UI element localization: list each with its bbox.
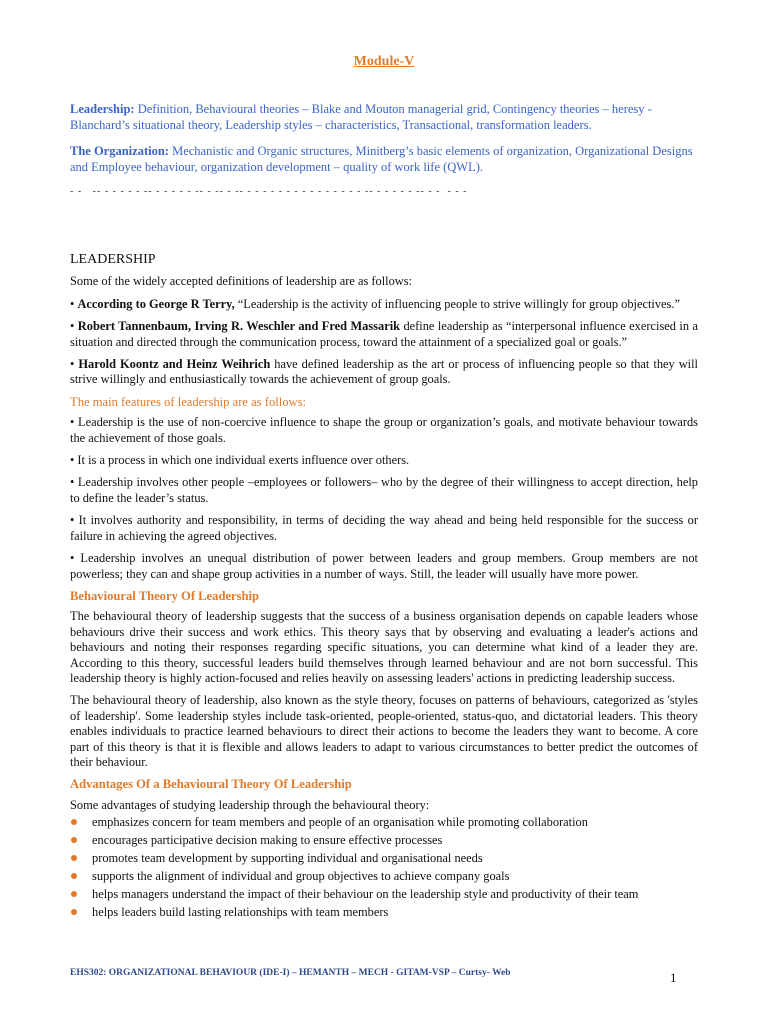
definition-tannenbaum: • Robert Tannenbaum, Irving R. Weschler and Fred Massarik define leadership as “interpersonal influence exercised in a situation and directed through the communication process, toward the attainment of a specialized goal or goals.” [70,319,698,349]
behavioural-paragraph-2: The behavioural theory of leadership, also known as the style theory, focuses on patterns of behaviours, categorized as 'styles of leadership'. Some leadership styles include task-oriented, people-oriented, status-quo, and dictatorial leaders. This theory enables individuals to practice learned behaviours to direct their actions to become the leaders they want to become. A core part of this theory is that it is flexible and allows leaders to adapt to various circumstances to better predict the outcomes of their behaviour. [70,693,698,769]
features-heading: The main features of leadership are as follows: [70,394,307,409]
definition-koontz-name: Harold Koontz and Heinz Weihrich [78,357,271,372]
feature-item: • Leadership is the use of non-coercive influence to shape the group or organization’s goals, and motivate behaviour towards the achievement of those goals. [70,415,698,445]
module-title: Module-V [353,54,415,69]
advantages-heading: Advantages Of a Behavioural Theory Of Leadership [70,777,352,792]
definition-terry: • According to George R Terry, “Leadership is the activity of influencing people to strive willingly for group objectives.” [70,296,680,311]
syllabus-organization [70,143,698,175]
feature-item: • Leadership involves other people –employees or followers– who by the degree of their willingness to accept direction, help to define the leader’s status. [70,475,698,505]
page-number: 1 [670,970,677,985]
advantage-item: helps leaders build lasting relationships with team members [70,903,698,921]
section-heading-leadership: LEADERSHIP [70,252,156,267]
definition-terry-text: “Leadership is the activity of influencing people to strive willingly for group objectives.” [234,296,680,311]
advantages-intro: Some advantages of studying leadership through the behavioural theory: [70,797,430,812]
definition-tannenbaum-text: define leadership as “interpersonal influence exercised in a situation and directed through the communication process, toward the attainment of a specialized goal or goals.” [70,319,698,349]
page-footer: EHS302: ORGANIZATIONAL BEHAVIOUR (IDE-I) – HEMANTH – MECH - GITAM-VSP – Curtsy- Web [70,968,511,978]
advantage-item: helps managers understand the impact of their behaviour on the leadership style and productivity of their team [70,885,698,903]
definition-tannenbaum-name: Robert Tannenbaum, Irving R. Weschler and Fred Massarik [77,319,401,334]
syllabus-leadership-label: Leadership: [70,102,135,116]
definition-koontz: • Harold Koontz and Heinz Weihrich have defined leadership as the art or process of influencing people so that they will strive willingly and enthusiastically towards the achievement of group goals. [70,357,699,387]
dash-separator: - - -- - - - - - -- - - - - - -- - -- - -- - - - - - - - - - - - - - - - -- - - - - - -- - - - - - [70,186,468,197]
definition-koontz-text: have defined leadership as the art or process of influencing people so that they will strive willingly and enthusiastically towards the achievement of group goals. [70,357,699,387]
definition-terry-name: According to George R Terry, [77,296,235,311]
syllabus-organization-text: Mechanistic and Organic structures, Minitberg’s basic elements of organization, Organizational Designs and Employee behaviour, organization development – quality of work life (QWL). [70,144,693,174]
main-content [70,252,698,921]
advantage-item: supports the alignment of individual and group objectives to achieve company goals [70,867,698,885]
advantage-item: promotes team development by supporting individual and organisational needs [70,849,698,867]
feature-item: • Leadership involves an unequal distribution of power between leaders and group members. Group members are not powerless; they can and shape group activities in a number of ways. Still, the leader will usually have more power. [70,551,698,581]
leadership-intro: Some of the widely accepted definitions of leadership are as follows: [70,274,413,289]
advantage-item: encourages participative decision making to ensure effective processes [70,831,698,849]
behavioural-paragraph-1: The behavioural theory of leadership suggests that the success of a business organisation depends on capable leaders whose behaviours drive their success and work ethics. This theory says that by observing and evaluating a leader's actions and behaviours and noting their responses regarding specific situations, you can determine what kind of a leader they are. According to this theory, successful leaders build themselves through learned behaviour and are not born successful. This leadership theory is highly action-focused and relies heavily on assessing leaders' actions in predicting leadership success. [70,609,698,685]
syllabus-leadership-text: Definition, Behavioural theories – Blake and Mouton managerial grid, Contingency theories – heresy - Blanchard’s situational theory, Leadership styles – characteristics, Transactional, transformation leaders. [70,102,652,132]
syllabus-leadership [70,101,698,133]
advantages-list [70,813,698,921]
feature-item: • It involves authority and responsibility, in terms of deciding the way ahead and being held responsible for the success or failure in achieving the agreed objectives. [70,513,698,543]
syllabus-organization-label: The Organization: [70,144,169,158]
advantage-item: emphasizes concern for team members and people of an organisation while promoting collaboration [70,813,698,831]
feature-item: • It is a process in which one individual exerts influence over others. [70,453,410,468]
behavioural-heading: Behavioural Theory Of Leadership [70,588,260,603]
